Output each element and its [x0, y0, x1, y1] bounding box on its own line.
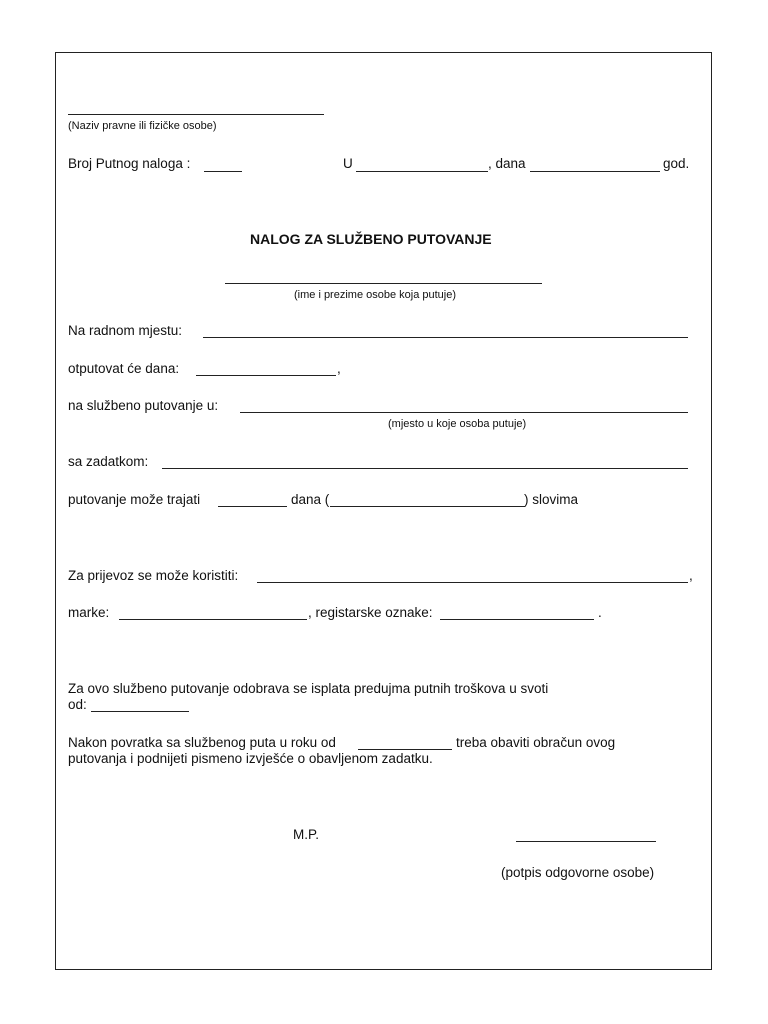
entity-name-line[interactable]: [68, 114, 324, 115]
advance-amount-line[interactable]: [91, 711, 189, 712]
departure-label: otputovat će dana:: [68, 361, 180, 376]
place-line[interactable]: [356, 171, 488, 172]
destination-label: na službeno putovanje u:: [68, 398, 219, 413]
duration-words-line[interactable]: [330, 506, 525, 507]
return-text-part2: treba obaviti obračun ovog: [456, 735, 616, 750]
duration-label: putovanje može trajati: [68, 492, 201, 507]
advance-amount-label: od:: [68, 697, 87, 712]
brand-line[interactable]: [119, 619, 307, 620]
advance-text: Za ovo službeno putovanje odobrava se isplata predujma putnih troškova u svoti: [68, 681, 549, 696]
destination-line[interactable]: [240, 412, 688, 413]
departure-comma: ,: [337, 361, 341, 376]
task-label: sa zadatkom:: [68, 454, 149, 469]
signature-line[interactable]: [516, 841, 656, 842]
transport-line[interactable]: [257, 582, 688, 583]
entity-name-caption: (Naziv pravne ili fizičke osobe): [68, 120, 217, 132]
registration-label: , registarske oznake:: [308, 605, 433, 620]
task-line[interactable]: [162, 468, 688, 469]
document-border: [55, 52, 712, 970]
duration-days-line[interactable]: [218, 506, 287, 507]
workplace-line[interactable]: [203, 337, 688, 338]
transport-comma: ,: [689, 568, 693, 583]
duration-mid: dana (: [291, 492, 330, 507]
departure-date-line[interactable]: [196, 375, 336, 376]
traveller-name-caption: (ime i prezime osobe koja putuje): [294, 289, 457, 301]
registration-period: .: [598, 605, 602, 620]
date-line[interactable]: [530, 171, 660, 172]
registration-line[interactable]: [440, 619, 594, 620]
workplace-label: Na radnom mjestu:: [68, 323, 183, 338]
return-text-line2: putovanja i podnijeti pismeno izvješće o obavljenom zadatku.: [68, 751, 433, 766]
traveller-name-line[interactable]: [225, 283, 542, 284]
destination-caption: (mjesto u koje osoba putuje): [388, 418, 527, 430]
document-title: NALOG ZA SLUŽBENO PUTOVANJE: [250, 231, 492, 247]
transport-label: Za prijevoz se može koristiti:: [68, 568, 239, 583]
order-number-label: Broj Putnog naloga :: [68, 156, 191, 171]
order-number-line[interactable]: [204, 171, 242, 172]
brand-label: marke:: [68, 605, 110, 620]
year-suffix: god.: [663, 156, 690, 171]
signer-caption: (potpis odgovorne osobe): [501, 865, 655, 880]
return-deadline-line[interactable]: [358, 749, 452, 750]
date-label: , dana: [488, 156, 526, 171]
stamp-label: M.P.: [293, 827, 320, 842]
duration-end: ) slovima: [524, 492, 579, 507]
place-prefix: U: [343, 156, 353, 171]
return-text-part1: Nakon povratka sa službenog puta u roku od: [68, 735, 336, 750]
